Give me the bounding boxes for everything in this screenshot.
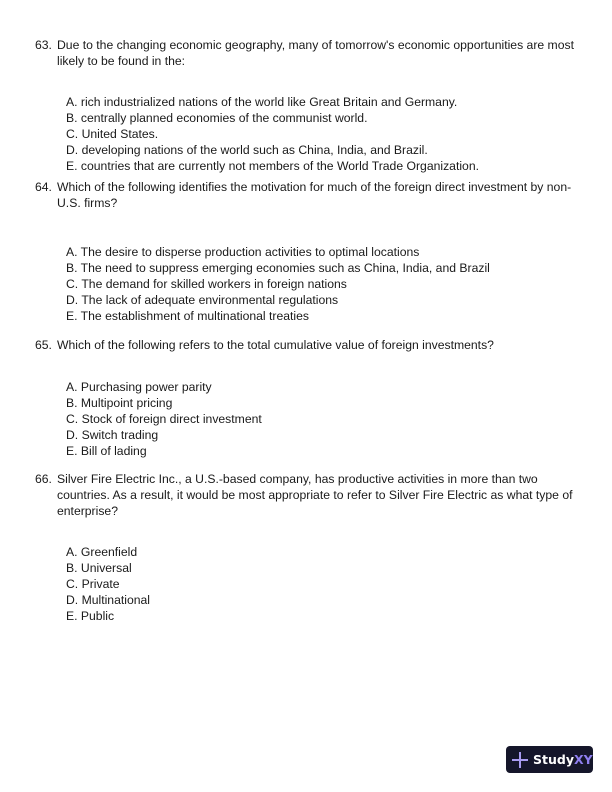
question-number: 66. <box>35 472 52 486</box>
answer-option: E. countries that are currently not members of the World Trade Organization. <box>66 159 479 173</box>
question-number: 64. <box>35 180 52 194</box>
answer-option: C. The demand for skilled workers in foreign nations <box>66 277 347 291</box>
answer-option: C. Private <box>66 577 120 591</box>
answer-option: E. Bill of lading <box>66 444 147 458</box>
answer-options <box>66 379 262 459</box>
logo-study: Study <box>533 751 574 767</box>
answer-option: E. Public <box>66 609 115 623</box>
answer-options <box>66 94 479 174</box>
answer-option: E. The establishment of multinational treaties <box>66 309 309 323</box>
answer-option: D. The lack of adequate environmental regulations <box>66 293 339 307</box>
answer-options <box>66 544 150 624</box>
question-number: 65. <box>35 338 52 352</box>
plus-icon <box>512 752 528 768</box>
logo-xy: XY <box>573 751 593 767</box>
answer-option: A. Purchasing power parity <box>66 380 212 394</box>
studyxy-logo <box>506 746 593 773</box>
answer-option: A. Greenfield <box>66 545 138 559</box>
answer-option: B. Multipoint pricing <box>66 396 173 410</box>
answer-option: A. rich industrialized nations of the world like Great Britain and Germany. <box>66 95 458 109</box>
question-65 <box>35 337 575 458</box>
answer-option: C. United States. <box>66 127 159 141</box>
answer-option: B. Universal <box>66 561 132 575</box>
question-66 <box>35 471 575 623</box>
answer-option: C. Stock of foreign direct investment <box>66 412 262 426</box>
question-number: 63. <box>35 38 52 52</box>
question-text: Which of the following refers to the total cumulative value of foreign investments? <box>57 338 494 352</box>
question-64 <box>35 179 575 323</box>
answer-option: A. The desire to disperse production activities to optimal locations <box>66 245 420 259</box>
answer-option: B. centrally planned economies of the communist world. <box>66 111 368 125</box>
answer-option: D. developing nations of the world such as China, India, and Brazil. <box>66 143 428 157</box>
answer-option: D. Switch trading <box>66 428 159 442</box>
question-text: Due to the changing economic geography, many of tomorrow's economic opportunities are most likely to be found in the: <box>57 38 574 68</box>
question-63 <box>35 37 575 173</box>
question-text: Silver Fire Electric Inc., a U.S.-based company, has productive activities in more than two countries. As a result, it would be most appropriate to refer to Silver Fire Electric as what type of enterprise? <box>57 472 573 518</box>
answer-options <box>66 244 490 324</box>
answer-option: B. The need to suppress emerging economies such as China, India, and Brazil <box>66 261 490 275</box>
answer-option: D. Multinational <box>66 593 150 607</box>
question-text: Which of the following identifies the motivation for much of the foreign direct investment by non-U.S. firms? <box>57 180 572 210</box>
